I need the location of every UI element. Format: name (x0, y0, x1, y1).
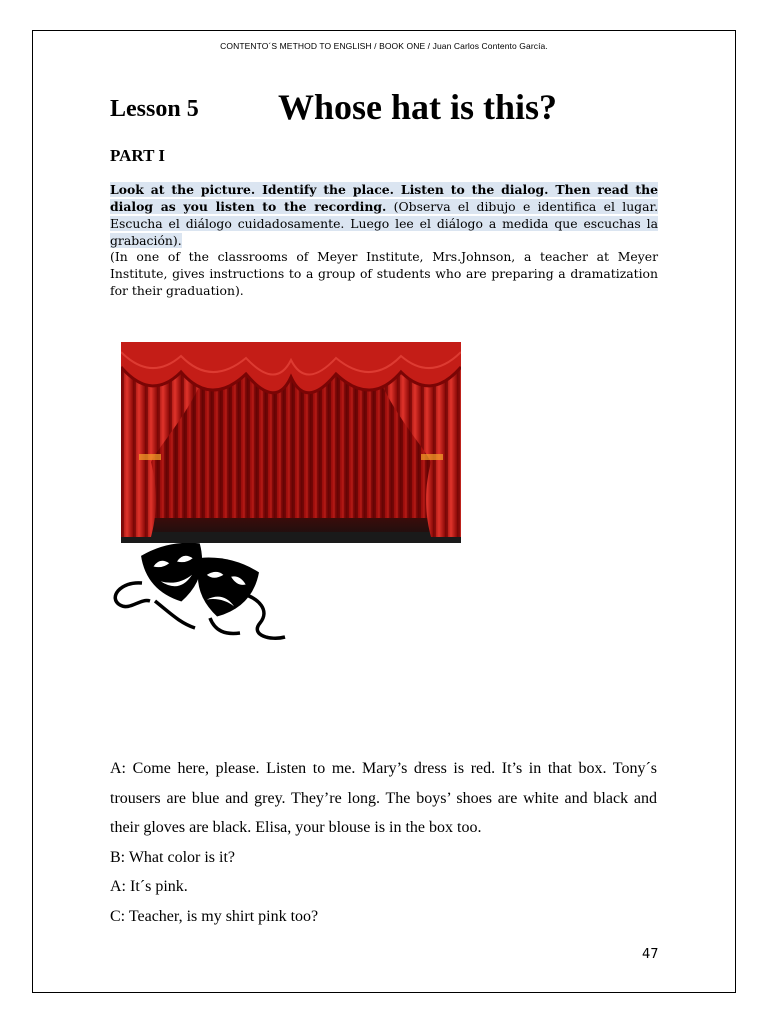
dialog-line: C: Teacher, is my shirt pink too? (110, 907, 319, 925)
page-number: 47 (642, 947, 659, 962)
dialog-line: A: It´s pink. (110, 878, 188, 895)
instructions (110, 181, 658, 249)
scene-context: (In one of the classrooms of Meyer Institute, Mrs.Johnson, a teacher at Meyer Institute, gives instructions to a group of students who are preparing a dramatization for their graduation). (110, 249, 658, 298)
instructions-english: Look at the picture. Identify the place. Listen to the dialog. Then read the dialog as you listen to the recording. (110, 182, 658, 214)
part-heading: PART I (110, 146, 165, 165)
dialog-line: A: Come here, please. Listen to me. Mary’s dress is red. It’s in that box. Tony´s trousers are blue and grey. They’re long. The boys’ shoes are white and black and their gloves are black. Elisa, your blouse is in the box too. (110, 760, 657, 836)
dialog (110, 754, 657, 931)
instructions-spanish: (Observa el dibujo e identifica el lugar. Escucha el diálogo cuidadosamente. Luego lee el diálogo a medida que escuchas la grabación). (110, 199, 659, 248)
dialog-line: B: What color is it? (110, 848, 236, 866)
masks-illustration (110, 543, 288, 643)
instructions-highlight (110, 182, 658, 248)
theater-masks-icon (110, 543, 288, 643)
theater-stage-image (121, 342, 461, 543)
lesson-label: Lesson 5 (110, 96, 199, 122)
theater-stage-illustration (121, 342, 461, 543)
running-header: CONTENTO´S METHOD TO ENGLISH / BOOK ONE / Juan Carlos Contento García. (220, 41, 548, 51)
lesson-title: Whose hat is this? (278, 87, 558, 127)
